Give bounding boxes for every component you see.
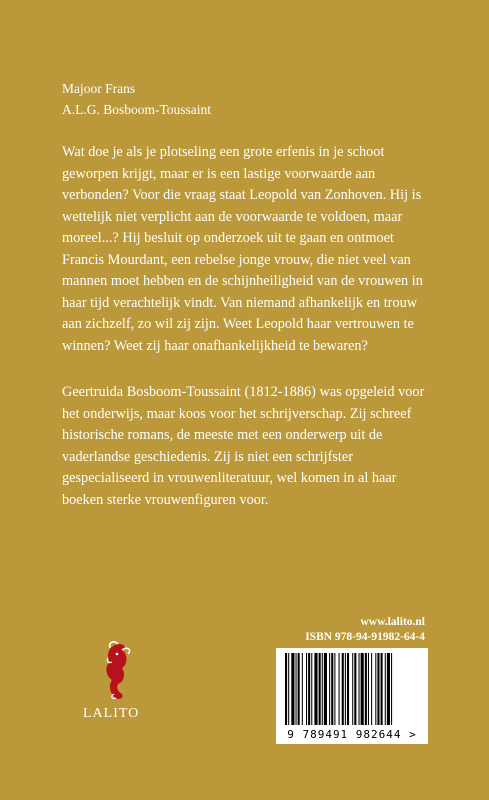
barcode-bar: [352, 653, 353, 725]
barcode-bar: [377, 653, 379, 725]
barcode-bar: [298, 653, 300, 725]
title-block: [62, 78, 211, 120]
blurb-paragraph-1: Wat doe je als je plotseling een grote erfenis in je schoot geworpen krijgt, maar er is een lastige voorwaarde aan verbonden? Voor die vraag staat Leopold van Zonhoven. Hij is wettelijk niet verplicht aan de voorwaarde te voldoen, maar moreel...? Hij besluit op onderzoek uit te gaan en ontmoet Francis Mourdant, een rebelse jonge vrouw, die niet veel van mannen moet hebben en de schijnheiligheid van de vrouwen in haar tijd verachtelijk vindt. Van niemand afhankelijk en trouw aan zichzelf, zo wil zij zijn. Weet Leopold haar vertrouwen te winnen? Weet zij haar onafhankelijkheid te bewaren?: [62, 144, 423, 354]
barcode-bar: [365, 653, 367, 725]
barcode-bar: [322, 653, 323, 725]
lobster-icon: [98, 640, 138, 702]
blurb-paragraph-2: Geertruida Bosboom-Toussaint (1812-1886) was opgeleid voor het onderwijs, maar koos voor het schrijverschap. Zij schreef historische romans, de meeste met een onderwerp uit de vaderlandse geschiedenis. Zij is niet een schrijfster gespecialiseerd in vrouwenliteratuur, wel komen in al haar boeken sterke vrouwenfiguren voor.: [62, 384, 425, 508]
book-title: Majoor Frans: [62, 81, 136, 96]
barcode-bar: [319, 653, 321, 725]
barcode-bar: [391, 653, 392, 725]
barcode-bar: [375, 653, 376, 725]
barcode-digits: 9 789491 982644 >: [287, 728, 417, 741]
barcode-bar: [308, 653, 310, 725]
barcode-bar: [302, 653, 303, 725]
barcode-bar: [387, 653, 390, 725]
barcode-bar: [385, 653, 386, 725]
barcode: [276, 648, 428, 744]
barcode-bar: [361, 653, 364, 725]
barcode-bar: [339, 653, 340, 725]
barcode-bar: [354, 653, 356, 725]
barcode-bar: [296, 653, 297, 725]
barcode-bar: [291, 653, 294, 725]
barcode-bar: [368, 653, 369, 725]
publisher-website: www.lalito.nl: [360, 616, 425, 628]
isbn-label: ISBN 978-94-91982-64-4: [305, 631, 425, 643]
publisher-name: LALITO: [83, 706, 140, 721]
barcode-bar: [306, 653, 307, 725]
book-author: A.L.G. Bosboom-Toussaint: [62, 102, 212, 117]
barcode-bar: [329, 653, 330, 725]
barcode-bar: [381, 653, 383, 725]
barcode-bar: [334, 653, 335, 725]
barcode-bar: [311, 653, 312, 725]
barcode-bar: [345, 653, 346, 725]
barcode-bar: [331, 653, 333, 725]
barcode-bar: [359, 653, 360, 725]
barcode-bar: [371, 653, 372, 725]
barcode-bar: [314, 653, 317, 725]
barcode-bar: [288, 653, 289, 725]
barcode-bar: [342, 653, 344, 725]
barcode-bar: [324, 653, 327, 725]
barcode-bar: [347, 653, 349, 725]
barcode-bar: [285, 653, 287, 725]
barcode-bars: [283, 653, 421, 725]
